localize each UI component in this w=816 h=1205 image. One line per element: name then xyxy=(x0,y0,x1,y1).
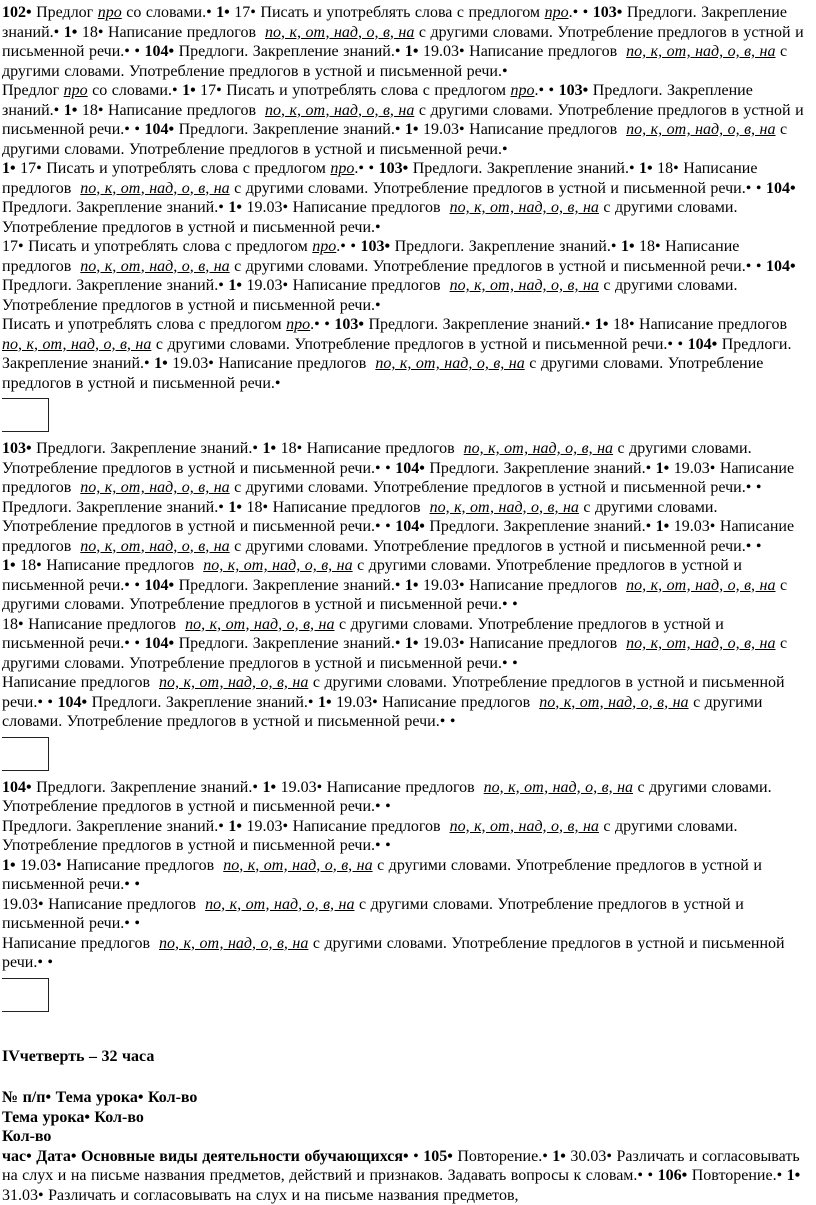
text-run: по, к, от, над, о, в, на xyxy=(450,199,599,216)
text-run: Написание предлогов xyxy=(382,694,539,711)
text-run: 1• xyxy=(216,4,234,21)
text-run: 19.03• xyxy=(336,694,382,711)
text-run: 104• xyxy=(395,460,429,477)
text-run: 19.03• xyxy=(674,518,720,535)
lesson-row-102-full xyxy=(2,3,810,81)
text-run: Написание предлогов xyxy=(2,518,799,555)
empty-table-cell xyxy=(2,978,49,1012)
table-header-and-rows-105-106 xyxy=(2,1147,810,1205)
text-run: по, к, от, над, о, в, на xyxy=(159,674,308,691)
text-run: 19.03• xyxy=(423,635,469,652)
text-run: 1• xyxy=(2,557,20,574)
table-header-line-1 xyxy=(2,1088,810,1108)
text-run: 1• xyxy=(405,43,423,60)
text-run: • xyxy=(385,460,395,477)
text-run: 18• xyxy=(82,24,108,41)
text-run: 19.03• xyxy=(246,199,292,216)
text-run: • xyxy=(130,915,140,932)
text-run: Повторение.• xyxy=(457,1148,552,1165)
text-run: Предлоги. Закрепление знаний.• xyxy=(368,316,594,333)
text-run: Написание предлогов xyxy=(469,43,626,60)
text-run: 104• xyxy=(395,518,429,535)
text-run: 19.03• xyxy=(423,121,469,138)
text-run: 1• xyxy=(405,121,423,138)
text-run: по, к, от, над, о, в, на xyxy=(626,43,775,60)
text-run: • xyxy=(130,876,140,893)
text-run: 103• xyxy=(360,238,394,255)
text-run: с другими словами. Употребление предлогов в устной и письменной речи.• xyxy=(230,538,752,555)
text-run: по, к, от, над, о, в, на xyxy=(80,479,229,496)
text-run: 1• xyxy=(228,499,246,516)
text-run: с другими словами. Употребление предлогов в устной и письменной речи.• xyxy=(230,180,756,197)
text-run: • xyxy=(47,694,57,711)
text-run: 1• xyxy=(2,857,20,874)
text-run: 19.03• xyxy=(674,460,720,477)
text-run: по, к, от, над, о, в, на xyxy=(80,258,229,275)
text-run: Написание предлогов xyxy=(2,238,744,275)
text-run: Написание предлогов xyxy=(2,160,762,197)
text-run: по, к, от, над, о, в, на xyxy=(80,538,229,555)
table-header-line-2 xyxy=(2,1108,810,1128)
text-run: 104• xyxy=(2,779,36,796)
text-run: 19.03• xyxy=(20,857,66,874)
text-run: Написание предлогов xyxy=(48,896,205,913)
text-run: Предлог xyxy=(36,4,98,21)
text-run: 1• xyxy=(656,518,674,535)
lesson-row-trunc-5 xyxy=(2,498,810,557)
text-run: Предлоги. Закрепление знаний.• xyxy=(2,199,228,216)
text-run: 19.03• xyxy=(246,277,292,294)
text-run: 1• xyxy=(262,440,280,457)
text-run: с другими словами. Употребление предлогов в устной и письменной речи.• xyxy=(230,479,752,496)
text-run: Писать и употреблять слова с предлогом xyxy=(226,82,510,99)
text-run: с другими словами. Употребление предлогов в устной и письменной речи.• xyxy=(2,121,792,158)
text-run: 18• xyxy=(82,102,108,119)
text-run: 17• xyxy=(20,160,46,177)
text-run: 103• xyxy=(2,440,36,457)
text-run: с другими словами. Употребление предлогов в устной и письменной речи.• xyxy=(151,336,677,353)
text-run: 30.03• Различать и согласовывать на слух и на письме названия предметов, действий и признаков. Задавать вопросы к словам.• • xyxy=(2,1148,804,1185)
text-run: Предлоги. Закрепление знаний.• xyxy=(2,82,757,119)
text-run: • xyxy=(134,43,144,60)
text-run: Кол-во xyxy=(2,1128,51,1145)
text-run: 1• xyxy=(262,779,280,796)
text-run: 18• xyxy=(281,440,307,457)
text-run: № п/п• Тема урока• Кол-во xyxy=(2,1089,197,1106)
text-run: 18• xyxy=(2,616,28,633)
text-run: • xyxy=(508,596,518,613)
text-run: 104• xyxy=(144,577,178,594)
text-run: Написание предлогов xyxy=(469,121,626,138)
text-run: по, к, от, над, о, в, на xyxy=(450,277,599,294)
text-run: 1• xyxy=(656,460,674,477)
text-run: 19.03• xyxy=(281,779,327,796)
text-run: Предлоги. Закрепление знаний.• xyxy=(2,4,791,41)
lesson-row-103-full xyxy=(2,439,810,498)
text-run: • xyxy=(134,121,144,138)
text-run: .• • xyxy=(534,82,558,99)
text-run: с другими словами. Употребление предлогов в устной и письменной речи.• xyxy=(2,102,808,139)
text-run: час• Дата• Основные виды деятельности обучающихся• xyxy=(2,1148,413,1165)
text-run: по, к, от, над, о, в, на xyxy=(265,102,414,119)
text-run: 18• xyxy=(246,499,272,516)
text-run: по, к, от, над, о, в, на xyxy=(203,557,352,574)
text-run: по, к, от, над, о, в, на xyxy=(205,896,354,913)
text-run: • xyxy=(751,538,761,555)
text-run: Написание предлогов xyxy=(293,818,450,835)
lesson-row-trunc-6 xyxy=(2,556,810,615)
text-run: 1• xyxy=(182,82,200,99)
text-run: 102• xyxy=(2,4,36,21)
text-run: Предлоги. Закрепление знаний.• xyxy=(179,635,405,652)
text-run: 1• xyxy=(64,24,82,41)
text-run: 19.03• xyxy=(423,43,469,60)
text-run: 103• xyxy=(593,4,627,21)
text-run: Предлоги. Закрепление знаний.• xyxy=(413,160,639,177)
empty-table-cell xyxy=(2,398,49,432)
text-run: 1• xyxy=(228,199,246,216)
lesson-row-trunc-7 xyxy=(2,615,810,674)
text-run: с другими словами. Употребление предлогов в устной и письменной речи.• xyxy=(2,355,768,392)
text-run: • xyxy=(385,518,395,535)
text-run: с другими словами. Употребление предлогов в устной и письменной речи.• xyxy=(2,499,722,536)
text-run: 1• xyxy=(639,160,657,177)
text-run: 103• xyxy=(379,160,413,177)
text-run: 106• xyxy=(658,1167,692,1184)
text-run: 1• xyxy=(64,102,82,119)
text-run: Писать и употреблять слова с предлогом xyxy=(260,4,544,21)
text-run: Предлоги. Закрепление знаний.• xyxy=(36,779,262,796)
text-run: • xyxy=(413,1148,423,1165)
text-run: 18• xyxy=(657,160,683,177)
text-run: 1• xyxy=(405,635,423,652)
text-run: • xyxy=(445,713,455,730)
text-run: Предлоги. Закрепление знаний.• xyxy=(179,577,405,594)
lesson-row-trunc-11 xyxy=(2,895,810,934)
text-run: с другими словами. Употребление предлогов в устной и письменной речи.• xyxy=(2,24,808,61)
text-run: Написание предлогов xyxy=(2,935,159,952)
text-run: Написание предлогов xyxy=(2,674,159,691)
text-run: 104• xyxy=(688,336,722,353)
text-run: IVчетверть – 32 часа xyxy=(2,1048,154,1065)
text-run: • xyxy=(751,479,761,496)
text-run: 1• xyxy=(228,818,246,835)
text-run: Написание предлогов xyxy=(273,499,430,516)
text-run: по, к, от, над, о, в, на xyxy=(185,616,334,633)
text-run: Повторение.• xyxy=(692,1167,787,1184)
text-run: 1• xyxy=(595,316,613,333)
lesson-row-trunc-1 xyxy=(2,81,810,159)
text-run: 18• xyxy=(613,316,639,333)
text-run: про xyxy=(510,82,534,99)
text-run: по, к, от, над, о, в, на xyxy=(484,779,633,796)
text-run: с другими словами. Употребление предлогов в устной и письменной речи.• xyxy=(2,857,766,894)
text-run: 103• xyxy=(559,82,593,99)
text-run: Предлог xyxy=(2,82,64,99)
text-run: по, к, от, над, о, в, на xyxy=(464,440,613,457)
lesson-row-trunc-4 xyxy=(2,315,810,393)
text-run: по, к, от, над, о, в, на xyxy=(626,635,775,652)
text-run: 1• xyxy=(228,277,246,294)
text-run: 1• xyxy=(154,355,172,372)
text-run: с другими словами. Употребление предлогов в устной и письменной речи.• xyxy=(2,694,767,731)
text-run: 17• xyxy=(200,82,226,99)
text-run: • xyxy=(134,635,144,652)
table-header-line-3 xyxy=(2,1127,810,1147)
text-run: про xyxy=(312,238,336,255)
lesson-row-trunc-10 xyxy=(2,856,810,895)
text-run: Предлоги. Закрепление знаний.• xyxy=(179,121,405,138)
spacer xyxy=(2,1066,810,1088)
text-run: Предлоги. Закрепление знаний.• xyxy=(36,440,262,457)
text-run: по, к, от, над, о, в, на xyxy=(80,180,229,197)
text-run: Написание предлогов xyxy=(66,857,223,874)
lesson-row-trunc-8 xyxy=(2,673,810,732)
text-run: • xyxy=(756,258,766,275)
text-run: Писать и употреблять слова с предлогом xyxy=(2,316,286,333)
text-run: Предлоги. Закрепление знаний.• xyxy=(2,818,228,835)
text-run: Писать и употреблять слова с предлогом xyxy=(28,238,312,255)
text-run: по, к, от, над, о, в, на xyxy=(430,499,579,516)
text-run: с другими словами. Употребление предлогов в устной и письменной речи.• xyxy=(2,779,776,816)
text-run: по, к, от, над, о, в, на xyxy=(265,24,414,41)
text-run: Предлоги. Закрепление знаний.• xyxy=(2,499,228,516)
text-run: Написание предлогов xyxy=(639,316,796,333)
text-run: Писать и употреблять слова с предлогом xyxy=(46,160,330,177)
text-run: по, к, от, над, о, в, на xyxy=(626,577,775,594)
lesson-row-trunc-9 xyxy=(2,817,810,856)
text-run: Написание предлогов xyxy=(46,557,203,574)
text-run: Тема урока• Кол-во xyxy=(2,1109,144,1126)
text-run: по, к, от, над, о, в, на xyxy=(2,336,151,353)
text-run: по, к, от, над, о, в, на xyxy=(539,694,688,711)
text-run: с другими словами. Употребление предлогов в устной и письменной речи.• xyxy=(2,616,728,653)
text-run: по, к, от, над, о, в, на xyxy=(626,121,775,138)
text-run: с другими словами. Употребление предлогов в устной и письменной речи.• xyxy=(2,935,789,972)
text-run: 1• xyxy=(318,694,336,711)
text-run: • xyxy=(756,180,766,197)
text-run: Написание предлогов xyxy=(293,199,450,216)
text-run: Написание предлогов xyxy=(108,102,265,119)
text-run: .• • xyxy=(354,160,378,177)
text-run: 18• xyxy=(639,238,665,255)
empty-table-cell xyxy=(2,737,49,771)
text-run: 105• xyxy=(423,1148,457,1165)
text-run: с другими словами. Употребление предлогов в устной и письменной речи.• xyxy=(2,818,742,855)
text-run: Написание предлогов xyxy=(293,277,450,294)
text-run: с другими словами. Употребление предлогов в устной и письменной речи.• xyxy=(2,635,792,672)
text-run: 104• xyxy=(144,635,178,652)
text-run: 104• xyxy=(58,694,92,711)
text-run: 19.03• xyxy=(423,577,469,594)
text-run: про xyxy=(64,82,88,99)
text-run: 19.03• xyxy=(246,818,292,835)
text-run: Написание предлогов xyxy=(2,460,799,497)
text-run: по, к, от, над, о, в, на xyxy=(159,935,308,952)
text-run: про xyxy=(330,160,354,177)
text-run: 1• xyxy=(787,1167,805,1184)
text-run: про xyxy=(286,316,310,333)
text-run: 17• xyxy=(234,4,260,21)
text-run: Написание предлогов xyxy=(108,24,265,41)
text-run: про xyxy=(98,4,122,21)
text-run: Написание предлогов xyxy=(469,635,626,652)
spacer xyxy=(2,1019,810,1047)
text-run: с другими словами. Употребление предлогов в устной и письменной речи.• xyxy=(2,277,742,314)
text-run: 104• xyxy=(144,121,178,138)
text-run: с другими словами. Употребление предлогов в устной и письменной речи.• xyxy=(2,577,792,614)
text-run: Написание предлогов xyxy=(218,355,375,372)
lesson-row-trunc-12 xyxy=(2,934,810,973)
text-run: Предлоги. Закрепление знаний.• xyxy=(92,694,318,711)
text-run: Написание предлогов xyxy=(307,440,464,457)
text-run: 1• xyxy=(405,577,423,594)
text-run: Предлоги. Закрепление знаний.• xyxy=(2,336,796,373)
text-run: по, к, от, над, о, в, на xyxy=(223,857,372,874)
text-run: Написание предлогов xyxy=(327,779,484,796)
text-run: 19.03• xyxy=(172,355,218,372)
text-run: с другими словами. Употребление предлогов в устной и письменной речи.• xyxy=(2,199,742,236)
lesson-row-trunc-2 xyxy=(2,159,810,237)
text-run: Предлоги. Закрепление знаний.• xyxy=(2,277,228,294)
text-run: .• • xyxy=(310,316,334,333)
quarter-heading xyxy=(2,1047,810,1067)
text-run: Написание предлогов xyxy=(469,577,626,594)
text-run: с другими словами. Употребление предлогов в устной и письменной речи.• xyxy=(2,440,756,477)
text-run: со словами.• xyxy=(122,4,216,21)
text-run: 1• xyxy=(552,1148,570,1165)
text-run: Предлоги. Закрепление знаний.• xyxy=(429,460,655,477)
text-run: с другими словами. Употребление предлогов в устной и письменной речи.• xyxy=(2,43,792,80)
text-run: с другими словами. Употребление предлогов в устной и письменной речи.• xyxy=(2,674,789,711)
text-run: с другими словами. Употребление предлогов в устной и письменной речи.• xyxy=(2,557,746,594)
text-run: 1• xyxy=(2,160,20,177)
text-run: Написание предлогов xyxy=(28,616,185,633)
lesson-row-104-full xyxy=(2,778,810,817)
text-run: про xyxy=(545,4,569,21)
text-run: • xyxy=(43,954,53,971)
text-run: • xyxy=(678,336,688,353)
text-run: 18• xyxy=(20,557,46,574)
text-run: по, к, от, над, о, в, на xyxy=(450,818,599,835)
text-run: • xyxy=(134,577,144,594)
text-run: 104• xyxy=(766,180,800,197)
text-run: 31.03• Различать и согласовывать на слух и на письме названия предметов, xyxy=(2,1187,519,1204)
text-run: Предлоги. Закрепление знаний.• xyxy=(395,238,621,255)
text-run: 104• xyxy=(144,43,178,60)
text-run: с другими словами. Употребление предлогов в устной и письменной речи.• xyxy=(230,258,756,275)
text-run: 17• xyxy=(2,238,28,255)
text-run: со словами.• xyxy=(88,82,182,99)
text-run: • xyxy=(508,655,518,672)
text-run: 104• xyxy=(766,258,800,275)
text-run: Предлоги. Закрепление знаний.• xyxy=(429,518,655,535)
text-run: .• • xyxy=(336,238,360,255)
text-run: 19.03• xyxy=(2,896,48,913)
lesson-row-trunc-3 xyxy=(2,237,810,315)
text-run: 1• xyxy=(621,238,639,255)
text-run: Предлоги. Закрепление знаний.• xyxy=(179,43,405,60)
text-run: 103• xyxy=(334,316,368,333)
text-run: • xyxy=(381,798,391,815)
text-run: по, к, от, над, о, в, на xyxy=(375,355,524,372)
text-run: • xyxy=(381,837,391,854)
text-run: с другими словами. Употребление предлогов в устной и письменной речи.• xyxy=(2,896,748,933)
text-run: .• • xyxy=(569,4,593,21)
